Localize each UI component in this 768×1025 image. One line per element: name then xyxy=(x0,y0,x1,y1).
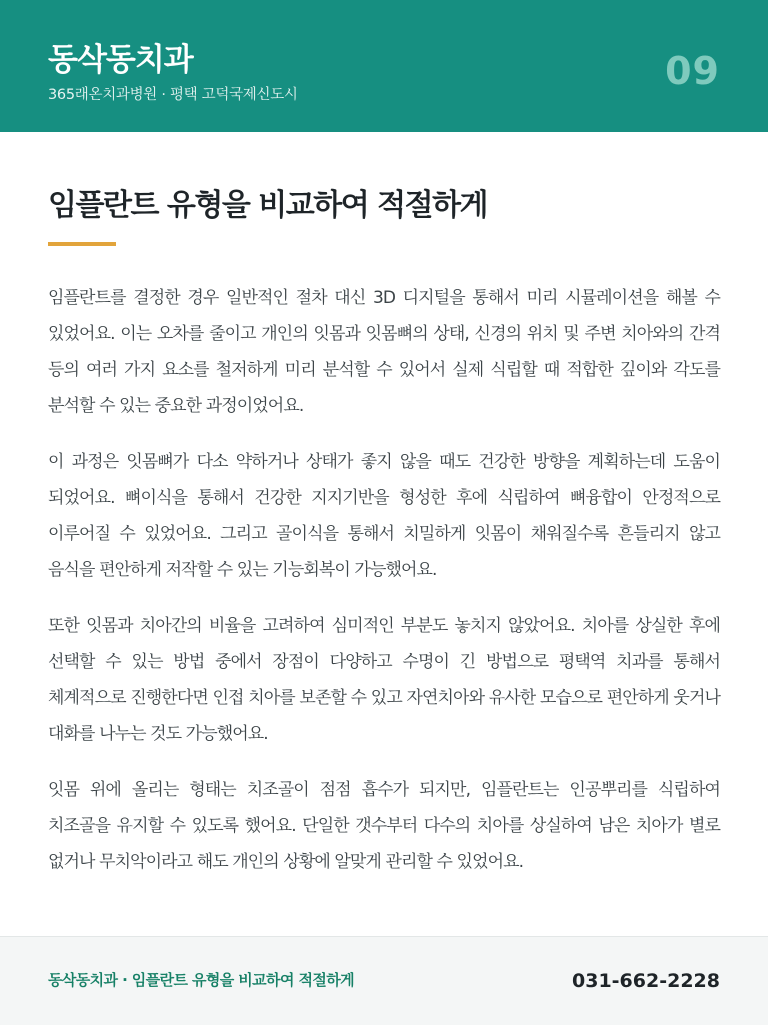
footer-bar xyxy=(0,936,768,1025)
paragraph-3: 또한 잇몸과 치아간의 비율을 고려하여 심미적인 부분도 놓치지 않았어요. 치아를 상실한 후에 선택할 수 있는 방법 중에서 장점이 다양하고 수명이 긴 방법으로 평택역 치과를 통해서 체계적으로 진행한다면 인접 치아를 보존할 수 있고 자연치아와 유사한 모습으로 편안하게 웃거나 대화를 나누는 것도 가능했어요. xyxy=(48,616,720,744)
paragraph-1: 임플란트를 결정한 경우 일반적인 절차 대신 3D 디지털을 통해서 미리 시뮬레이션을 해볼 수 있었어요. 이는 오차를 줄이고 개인의 잇몸과 잇몸뼈의 상태, 신경의 위치 및 주변 치아와의 간격 등의 여러 가지 요소를 철저하게 미리 분석할 수 있어서 실제 식립할 때 적합한 깊이와 각도를 분석할 수 있는 중요한 과정이었어요. xyxy=(48,288,720,416)
paragraph-2: 이 과정은 잇몸뼈가 다소 약하거나 상태가 좋지 않을 때도 건강한 방향을 계획하는데 도움이 되었어요. 뼈이식을 통해서 건강한 지지기반을 형성한 후에 식립하여 뼈융합이 안정적으로 이루어질 수 있었어요. 그리고 골이식을 통해서 치밀하게 잇몸이 채워질수록 흔들리지 않고 음식을 편안하게 저작할 수 있는 기능회복이 가능했어요. xyxy=(48,452,720,580)
paragraph-4: 잇몸 위에 올리는 형태는 치조골이 점점 흡수가 되지만, 임플란트는 인공뿌리를 식립하여 치조골을 유지할 수 있도록 했어요. 단일한 갯수부터 다수의 치아를 상실하여 남은 치아가 별로 없거나 무치악이라고 해도 개인의 상황에 알맞게 관리할 수 있었어요. xyxy=(48,780,720,872)
article-body xyxy=(48,280,720,900)
header-banner xyxy=(0,0,768,132)
footer-caption: 동삭동치과 · 임플란트 유형을 비교하여 적절하게 xyxy=(48,971,355,989)
article-title: 임플란트 유형을 비교하여 적절하게 xyxy=(48,188,488,223)
phone-number[interactable]: 031-662-2228 xyxy=(572,970,720,992)
brand-name: 동삭동치과 xyxy=(48,42,193,78)
title-accent-bar xyxy=(48,242,116,246)
page-number: 09 xyxy=(665,49,720,93)
clinic-subtitle: 365래온치과병원 · 평택 고덕국제신도시 xyxy=(48,87,298,103)
